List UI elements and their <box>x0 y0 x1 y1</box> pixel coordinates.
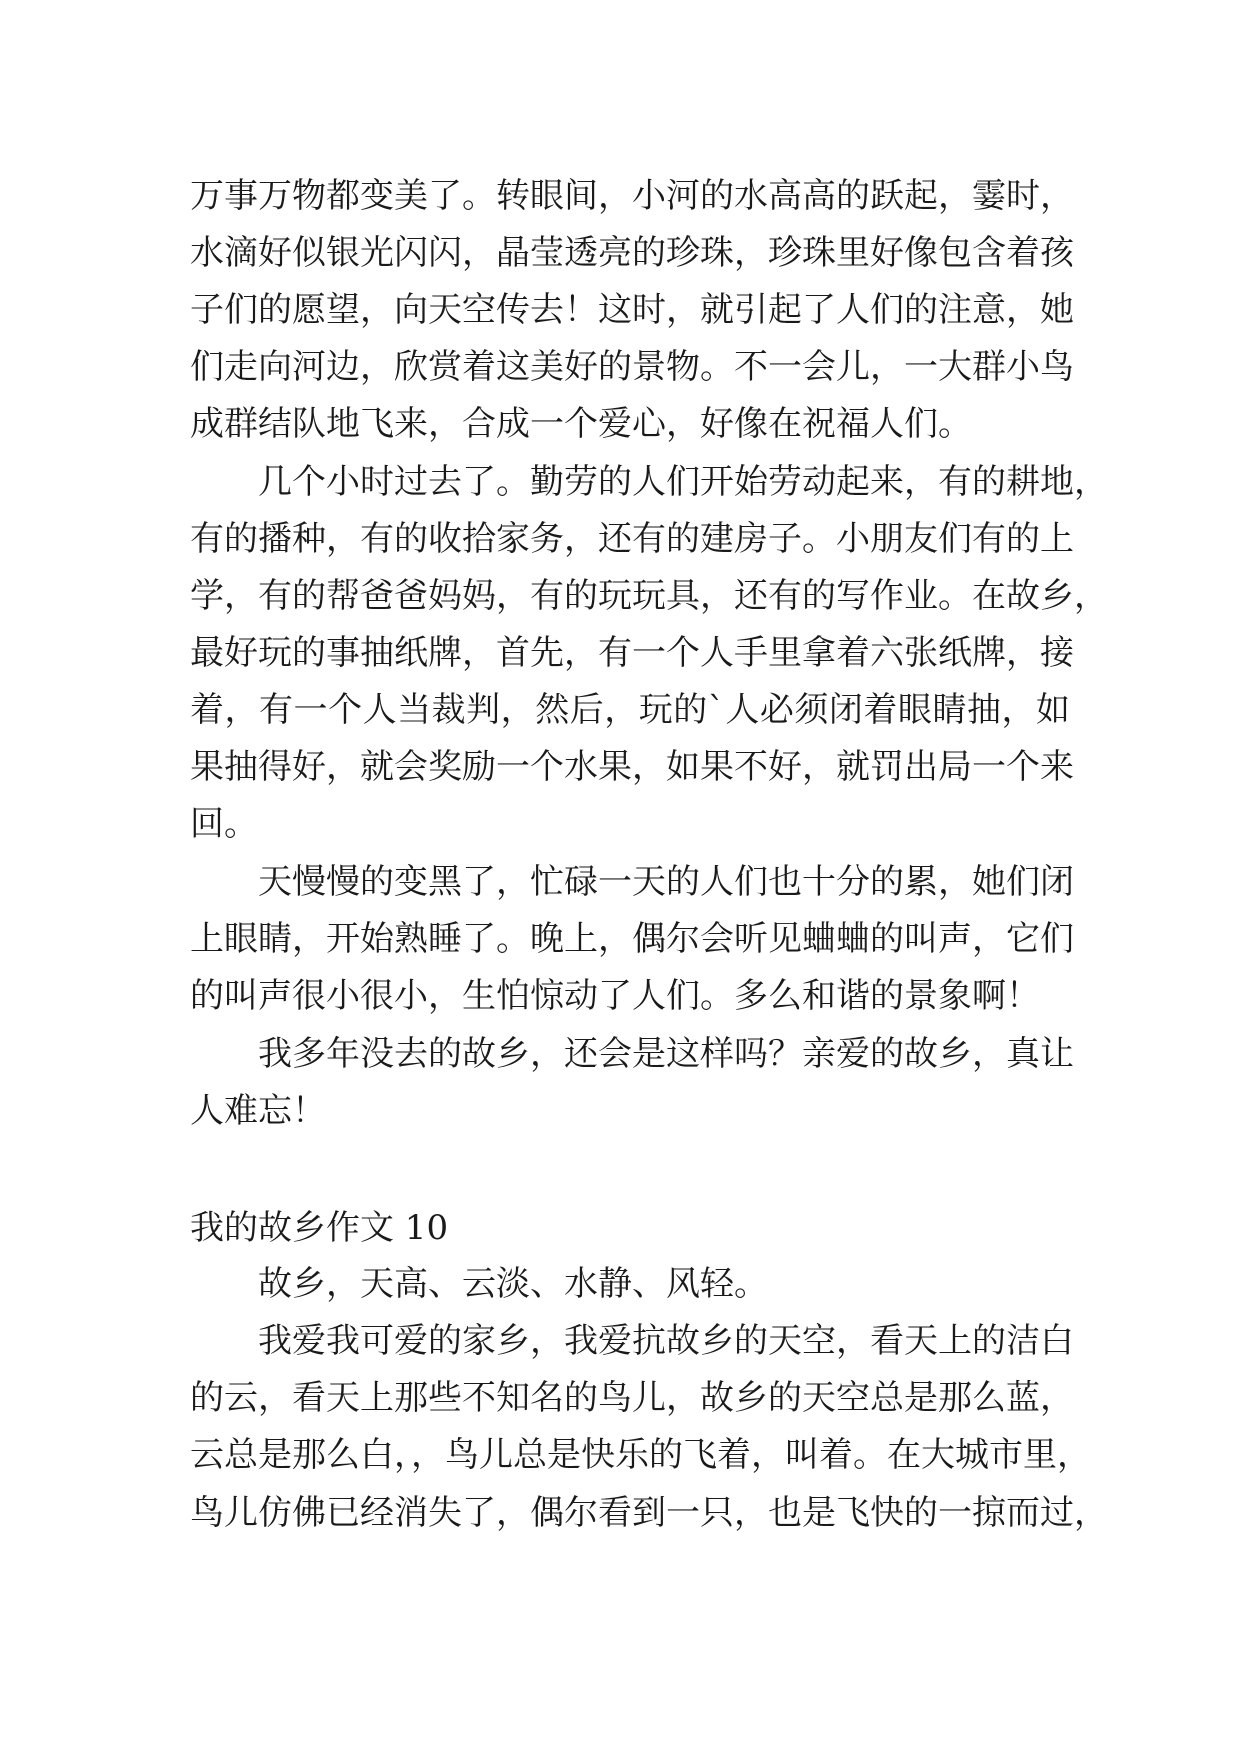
paragraph-first-line: 我多年没去的故乡，还会是这样吗？亲爱的故乡，真让 <box>258 1034 1074 1074</box>
text-line: 的云，看天上那些不知名的鸟儿，故乡的天空总是那么蓝， <box>190 1378 1074 1418</box>
text-line: 回。 <box>190 804 258 844</box>
text-line: 水滴好似银光闪闪，晶莹透亮的珍珠，珍珠里好像包含着孩 <box>190 233 1074 273</box>
text-line: 着，有一个人当裁判，然后，玩的`人必须闭着眼睛抽，如 <box>190 690 1070 730</box>
section-heading: 我的故乡作文 10 <box>190 1208 449 1248</box>
text-line: 子们的愿望，向天空传去！这时，就引起了人们的注意，她 <box>190 290 1074 330</box>
text-line: 果抽得好，就会奖励一个水果，如果不好，就罚出局一个来 <box>190 747 1074 787</box>
text-line: 万事万物都变美了。转眼间，小河的水高高的跃起，霎时， <box>190 176 1074 216</box>
paragraph-first-line: 我爱我可爱的家乡，我爱抗故乡的天空，看天上的洁白 <box>258 1321 1074 1361</box>
text-line: 有的播种，有的收拾家务，还有的建房子。小朋友们有的上 <box>190 519 1074 559</box>
paragraph-first-line: 天慢慢的变黑了，忙碌一天的人们也十分的累，她们闭 <box>258 862 1074 902</box>
text-line: 们走向河边，欣赏着这美好的景物。不一会儿，一大群小鸟 <box>190 347 1074 387</box>
text-line: 上眼睛，开始熟睡了。晚上，偶尔会听见蛐蛐的叫声，它们 <box>190 919 1074 959</box>
text-line: 成群结队地飞来，合成一个爱心，好像在祝福人们。 <box>190 404 972 444</box>
paragraph-first-line: 几个小时过去了。勤劳的人们开始劳动起来，有的耕地， <box>258 462 1108 502</box>
text-line: 的叫声很小很小，生怕惊动了人们。多么和谐的景象啊！ <box>190 976 1040 1016</box>
text-line: 云总是那么白，，鸟儿总是快乐的飞着，叫着。在大城市里， <box>190 1435 1091 1475</box>
text-line: 人难忘！ <box>190 1091 326 1131</box>
paragraph-first-line: 故乡，天高、云淡、水静、风轻。 <box>258 1264 768 1304</box>
text-line: 最好玩的事抽纸牌，首先，有一个人手里拿着六张纸牌，接 <box>190 633 1074 673</box>
text-line: 学，有的帮爸爸妈妈，有的玩玩具，还有的写作业。在故乡， <box>190 576 1108 616</box>
text-line: 鸟儿仿佛已经消失了，偶尔看到一只，也是飞快的一掠而过， <box>190 1493 1108 1533</box>
